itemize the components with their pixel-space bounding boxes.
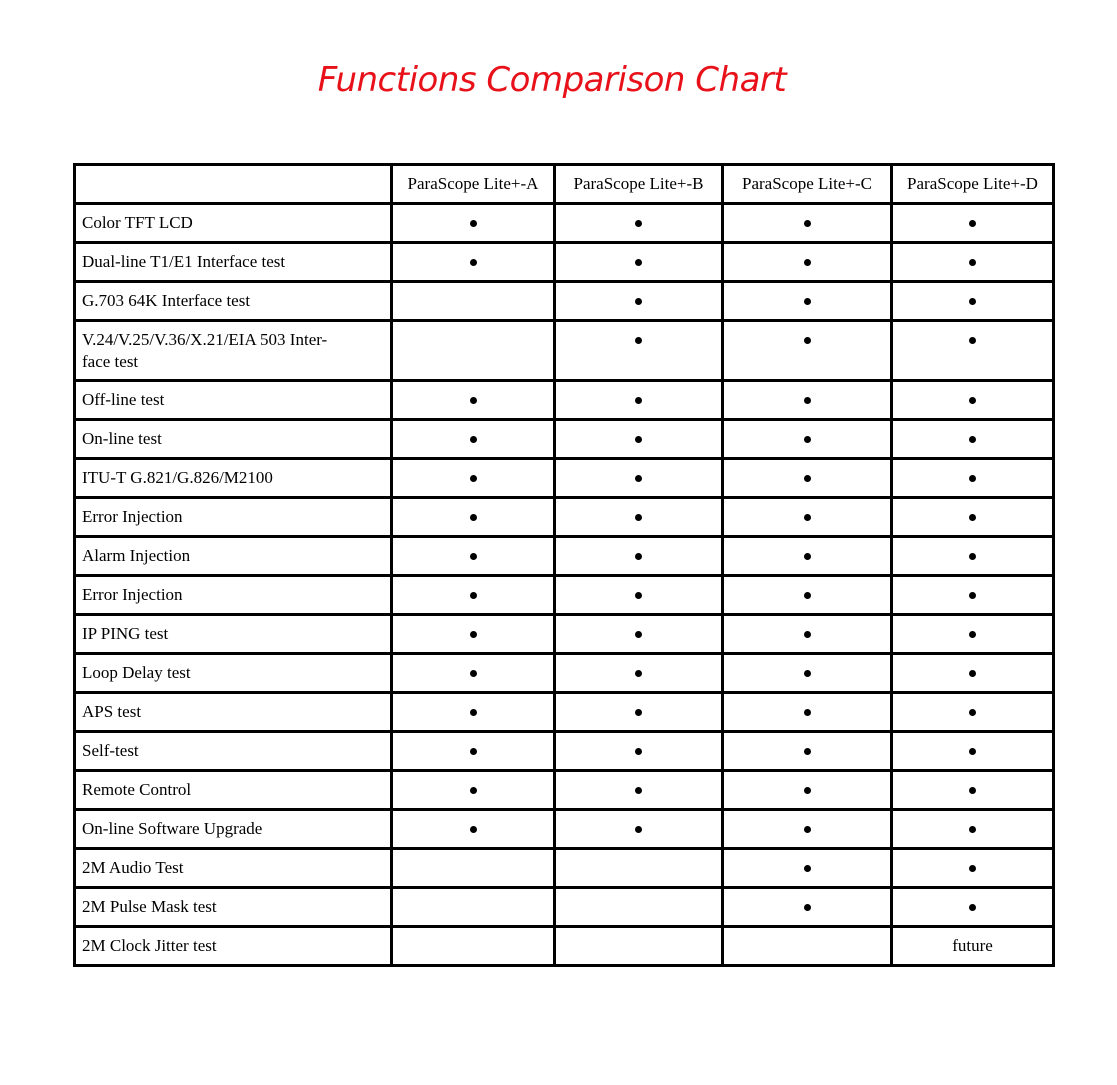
support-cell-b bbox=[555, 654, 723, 693]
supported-dot-icon bbox=[804, 592, 811, 599]
support-cell-b bbox=[555, 888, 723, 927]
support-cell-c bbox=[723, 927, 892, 966]
supported-dot-icon bbox=[804, 436, 811, 443]
supported-dot-icon bbox=[969, 826, 976, 833]
feature-label: On-line Software Upgrade bbox=[75, 810, 392, 849]
support-cell-a bbox=[392, 732, 555, 771]
supported-dot-icon bbox=[969, 553, 976, 560]
model-header-b: ParaScope Lite+-B bbox=[555, 165, 723, 204]
table-row bbox=[75, 204, 1054, 243]
model-header-d: ParaScope Lite+-D bbox=[892, 165, 1054, 204]
support-cell-d bbox=[892, 615, 1054, 654]
supported-dot-icon bbox=[969, 514, 976, 521]
feature-label: APS test bbox=[75, 693, 392, 732]
support-cell-c bbox=[723, 204, 892, 243]
support-cell-a bbox=[392, 927, 555, 966]
support-cell-a bbox=[392, 771, 555, 810]
supported-dot-icon bbox=[635, 397, 642, 404]
feature-label: Dual-line T1/E1 Interface test bbox=[75, 243, 392, 282]
supported-dot-icon bbox=[470, 787, 477, 794]
table-row bbox=[75, 654, 1054, 693]
support-cell-a bbox=[392, 693, 555, 732]
table-row bbox=[75, 498, 1054, 537]
support-cell-c bbox=[723, 420, 892, 459]
supported-dot-icon bbox=[635, 748, 642, 755]
feature-label: Error Injection bbox=[75, 498, 392, 537]
support-cell-c bbox=[723, 654, 892, 693]
supported-dot-icon bbox=[470, 514, 477, 521]
support-cell-d bbox=[892, 459, 1054, 498]
feature-label-line: V.24/V.25/V.36/X.21/EIA 503 Inter- bbox=[82, 330, 328, 349]
supported-dot-icon bbox=[804, 475, 811, 482]
table-header-row bbox=[75, 165, 1054, 204]
feature-label: Off-line test bbox=[75, 381, 392, 420]
support-cell-b bbox=[555, 810, 723, 849]
support-cell-a bbox=[392, 420, 555, 459]
supported-dot-icon bbox=[969, 220, 976, 227]
support-cell-d bbox=[892, 204, 1054, 243]
supported-dot-icon bbox=[804, 298, 811, 305]
support-cell-c bbox=[723, 459, 892, 498]
feature-label: On-line test bbox=[75, 420, 392, 459]
feature-label: ITU-T G.821/G.826/M2100 bbox=[75, 459, 392, 498]
supported-dot-icon bbox=[470, 670, 477, 677]
supported-dot-icon bbox=[969, 904, 976, 911]
table-row bbox=[75, 927, 1054, 966]
supported-dot-icon bbox=[470, 397, 477, 404]
supported-dot-icon bbox=[969, 592, 976, 599]
support-cell-d bbox=[892, 537, 1054, 576]
supported-dot-icon bbox=[635, 475, 642, 482]
table-row bbox=[75, 537, 1054, 576]
support-cell-d bbox=[892, 654, 1054, 693]
support-cell-d bbox=[892, 576, 1054, 615]
supported-dot-icon bbox=[804, 397, 811, 404]
table-row bbox=[75, 576, 1054, 615]
support-cell-b bbox=[555, 498, 723, 537]
feature-label: 2M Clock Jitter test bbox=[75, 927, 392, 966]
supported-dot-icon bbox=[635, 259, 642, 266]
support-note: future bbox=[952, 936, 993, 955]
support-cell-c bbox=[723, 537, 892, 576]
support-cell-d bbox=[892, 810, 1054, 849]
feature-label: Self-test bbox=[75, 732, 392, 771]
supported-dot-icon bbox=[969, 337, 976, 344]
support-cell-c bbox=[723, 243, 892, 282]
supported-dot-icon bbox=[635, 220, 642, 227]
supported-dot-icon bbox=[804, 904, 811, 911]
supported-dot-icon bbox=[804, 748, 811, 755]
support-cell-d bbox=[892, 282, 1054, 321]
support-cell-c bbox=[723, 810, 892, 849]
table-row bbox=[75, 381, 1054, 420]
support-cell-b bbox=[555, 615, 723, 654]
table-row bbox=[75, 321, 1054, 381]
support-cell-c bbox=[723, 498, 892, 537]
supported-dot-icon bbox=[804, 709, 811, 716]
supported-dot-icon bbox=[470, 475, 477, 482]
supported-dot-icon bbox=[969, 631, 976, 638]
support-cell-c bbox=[723, 321, 892, 381]
model-header-a: ParaScope Lite+-A bbox=[392, 165, 555, 204]
supported-dot-icon bbox=[635, 826, 642, 833]
table-row bbox=[75, 849, 1054, 888]
supported-dot-icon bbox=[969, 475, 976, 482]
supported-dot-icon bbox=[804, 865, 811, 872]
support-cell-b bbox=[555, 204, 723, 243]
table-row bbox=[75, 243, 1054, 282]
support-cell-a bbox=[392, 282, 555, 321]
support-cell-a bbox=[392, 243, 555, 282]
table-row bbox=[75, 420, 1054, 459]
support-cell-a bbox=[392, 381, 555, 420]
feature-label: Alarm Injection bbox=[75, 537, 392, 576]
table-row bbox=[75, 282, 1054, 321]
support-cell-c bbox=[723, 282, 892, 321]
support-cell-b bbox=[555, 537, 723, 576]
supported-dot-icon bbox=[470, 748, 477, 755]
header-blank-cell bbox=[75, 165, 392, 204]
supported-dot-icon bbox=[635, 298, 642, 305]
supported-dot-icon bbox=[635, 670, 642, 677]
page-title: Functions Comparison Chart bbox=[317, 60, 787, 100]
supported-dot-icon bbox=[804, 220, 811, 227]
supported-dot-icon bbox=[470, 220, 477, 227]
support-cell-d bbox=[892, 771, 1054, 810]
supported-dot-icon bbox=[470, 826, 477, 833]
supported-dot-icon bbox=[804, 514, 811, 521]
support-cell-b bbox=[555, 849, 723, 888]
support-cell-c bbox=[723, 381, 892, 420]
supported-dot-icon bbox=[635, 592, 642, 599]
support-cell-b bbox=[555, 459, 723, 498]
support-cell-b bbox=[555, 732, 723, 771]
supported-dot-icon bbox=[969, 748, 976, 755]
support-cell-d bbox=[892, 732, 1054, 771]
table-row bbox=[75, 459, 1054, 498]
supported-dot-icon bbox=[969, 709, 976, 716]
feature-label bbox=[75, 321, 392, 381]
supported-dot-icon bbox=[635, 631, 642, 638]
supported-dot-icon bbox=[969, 670, 976, 677]
supported-dot-icon bbox=[470, 553, 477, 560]
support-cell-d bbox=[892, 927, 1054, 966]
support-cell-b bbox=[555, 321, 723, 381]
supported-dot-icon bbox=[470, 631, 477, 638]
support-cell-d bbox=[892, 243, 1054, 282]
support-cell-a bbox=[392, 204, 555, 243]
support-cell-a bbox=[392, 321, 555, 381]
support-cell-b bbox=[555, 927, 723, 966]
model-header-c: ParaScope Lite+-C bbox=[723, 165, 892, 204]
table-row bbox=[75, 732, 1054, 771]
supported-dot-icon bbox=[470, 709, 477, 716]
feature-label: G.703 64K Interface test bbox=[75, 282, 392, 321]
support-cell-b bbox=[555, 420, 723, 459]
table-row bbox=[75, 771, 1054, 810]
support-cell-a bbox=[392, 537, 555, 576]
support-cell-b bbox=[555, 282, 723, 321]
support-cell-a bbox=[392, 888, 555, 927]
support-cell-b bbox=[555, 771, 723, 810]
feature-label-line: face test bbox=[82, 352, 139, 371]
feature-label: Remote Control bbox=[75, 771, 392, 810]
supported-dot-icon bbox=[470, 436, 477, 443]
support-cell-c bbox=[723, 693, 892, 732]
supported-dot-icon bbox=[804, 826, 811, 833]
supported-dot-icon bbox=[470, 259, 477, 266]
table-row bbox=[75, 888, 1054, 927]
support-cell-b bbox=[555, 693, 723, 732]
support-cell-c bbox=[723, 615, 892, 654]
support-cell-a bbox=[392, 654, 555, 693]
support-cell-a bbox=[392, 615, 555, 654]
table-body bbox=[75, 204, 1054, 966]
support-cell-d bbox=[892, 420, 1054, 459]
supported-dot-icon bbox=[635, 436, 642, 443]
support-cell-c bbox=[723, 732, 892, 771]
supported-dot-icon bbox=[969, 397, 976, 404]
feature-label: Loop Delay test bbox=[75, 654, 392, 693]
support-cell-a bbox=[392, 459, 555, 498]
feature-label: 2M Audio Test bbox=[75, 849, 392, 888]
feature-label: 2M Pulse Mask test bbox=[75, 888, 392, 927]
support-cell-a bbox=[392, 849, 555, 888]
table-row bbox=[75, 693, 1054, 732]
support-cell-b bbox=[555, 576, 723, 615]
supported-dot-icon bbox=[635, 514, 642, 521]
supported-dot-icon bbox=[969, 865, 976, 872]
support-cell-d bbox=[892, 321, 1054, 381]
supported-dot-icon bbox=[635, 709, 642, 716]
support-cell-b bbox=[555, 243, 723, 282]
support-cell-a bbox=[392, 810, 555, 849]
supported-dot-icon bbox=[969, 259, 976, 266]
feature-label: Error Injection bbox=[75, 576, 392, 615]
feature-label: Color TFT LCD bbox=[75, 204, 392, 243]
supported-dot-icon bbox=[804, 553, 811, 560]
support-cell-a bbox=[392, 498, 555, 537]
supported-dot-icon bbox=[969, 787, 976, 794]
support-cell-b bbox=[555, 381, 723, 420]
supported-dot-icon bbox=[635, 337, 642, 344]
comparison-table bbox=[73, 163, 1055, 967]
support-cell-d bbox=[892, 888, 1054, 927]
support-cell-c bbox=[723, 576, 892, 615]
supported-dot-icon bbox=[804, 787, 811, 794]
support-cell-d bbox=[892, 381, 1054, 420]
support-cell-c bbox=[723, 849, 892, 888]
feature-label: IP PING test bbox=[75, 615, 392, 654]
supported-dot-icon bbox=[804, 337, 811, 344]
support-cell-c bbox=[723, 771, 892, 810]
supported-dot-icon bbox=[635, 553, 642, 560]
table-row bbox=[75, 810, 1054, 849]
support-cell-d bbox=[892, 498, 1054, 537]
support-cell-d bbox=[892, 849, 1054, 888]
supported-dot-icon bbox=[804, 259, 811, 266]
table-row bbox=[75, 615, 1054, 654]
supported-dot-icon bbox=[969, 436, 976, 443]
supported-dot-icon bbox=[969, 298, 976, 305]
supported-dot-icon bbox=[804, 631, 811, 638]
support-cell-d bbox=[892, 693, 1054, 732]
supported-dot-icon bbox=[635, 787, 642, 794]
support-cell-a bbox=[392, 576, 555, 615]
supported-dot-icon bbox=[804, 670, 811, 677]
support-cell-c bbox=[723, 888, 892, 927]
supported-dot-icon bbox=[470, 592, 477, 599]
